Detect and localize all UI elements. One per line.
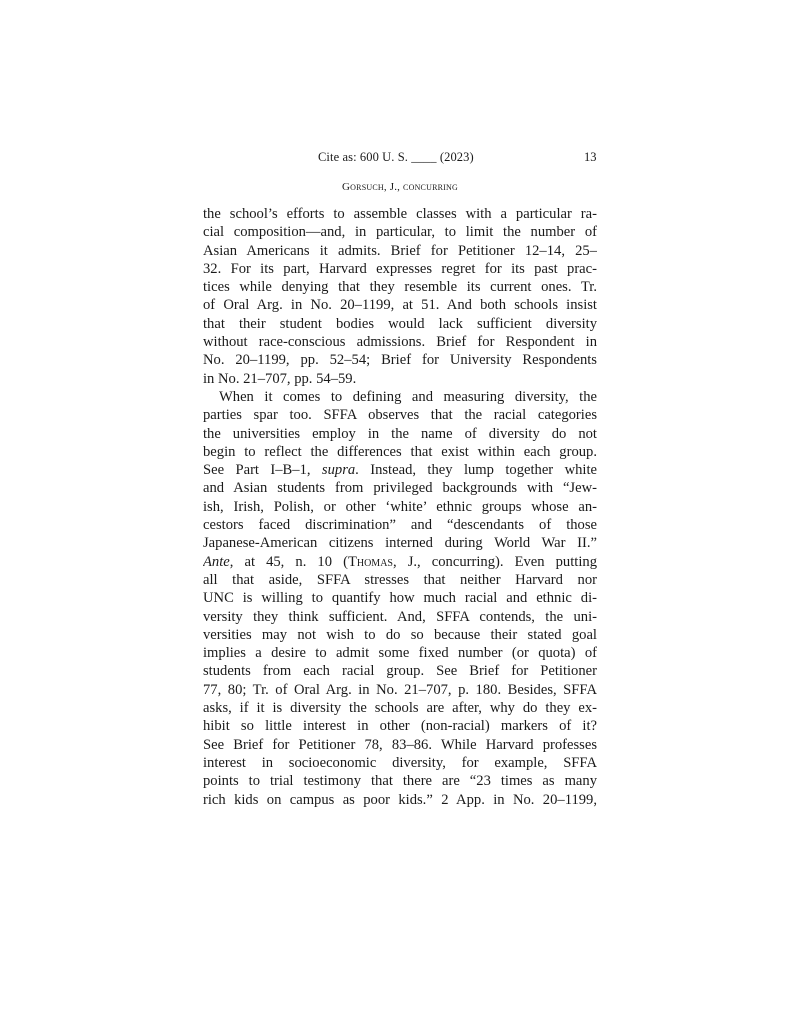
- text-line: Asian Americans it admits. Brief for Petitioner 12–14, 25–: [203, 242, 597, 259]
- text-line: cestors faced discrimination” and “descendants of those: [203, 517, 597, 534]
- text-line: begin to reflect the differences that exist within each group.: [203, 443, 597, 460]
- text-line: See Brief for Petitioner 78, 83–86. While Harvard professes: [203, 736, 597, 753]
- text-line: cial composition—and, in particular, to limit the number of: [203, 224, 597, 241]
- opinion-author-heading: Gorsuch, J., concurring: [342, 181, 458, 193]
- text-line: No. 20–1199, pp. 52–54; Brief for University Respondents: [203, 352, 597, 369]
- text-line: rich kids on campus as poor kids.” 2 App. in No. 20–1199,: [203, 791, 597, 808]
- paragraph-2: [203, 388, 597, 809]
- text-line: all that aside, SFFA stresses that neither Harvard nor: [203, 571, 597, 588]
- text-fragment: . Instead, they lump together white: [355, 462, 597, 479]
- text-line: the universities employ in the name of diversity do not: [203, 425, 597, 442]
- text-line: versity they think sufficient. And, SFFA contends, the uni-: [203, 608, 597, 625]
- citation-header: Cite as: 600 U. S. ____ (2023): [318, 150, 474, 164]
- paragraph-1: [203, 205, 597, 388]
- text-line: the school’s efforts to assemble classes with a particular ra-: [203, 206, 597, 222]
- text-line: in No. 21–707, pp. 54–59.: [203, 370, 357, 387]
- opinion-body: [203, 205, 597, 809]
- text-line: asks, if it is diversity the schools are after, why do they ex-: [203, 700, 597, 717]
- text-line: Japanese-American citizens interned during World War II.”: [203, 535, 597, 552]
- text-line: students from each racial group. See Brief for Petitioner: [203, 663, 597, 680]
- justice-name: Thomas: [347, 553, 393, 570]
- text-line: tices while denying that they resemble its current ones. Tr.: [203, 279, 597, 296]
- text-line: interest in socioeconomic diversity, for example, SFFA: [203, 754, 597, 771]
- text-line: implies a desire to admit some fixed number (or quota) of: [203, 645, 597, 662]
- page-number: 13: [584, 150, 597, 164]
- text-line: and Asian students from privileged backgrounds with “Jew-: [203, 480, 597, 497]
- text-line-ante: [203, 553, 597, 571]
- text-line: hibit so little interest in other (non-racial) markers of it?: [203, 718, 597, 735]
- text-fragment: , at 45, n. 10 (: [229, 553, 348, 570]
- text-line: 77, 80; Tr. of Oral Arg. in No. 21–707, p. 180. Besides, SFFA: [203, 681, 597, 698]
- text-line: parties spar too. SFFA observes that the racial categories: [203, 407, 597, 424]
- text-line: 32. For its part, Harvard expresses regret for its past prac-: [203, 260, 597, 277]
- text-line: without race-conscious admissions. Brief for Respondent in: [203, 334, 597, 351]
- text-line: ish, Irish, Polish, or other ‘white’ ethnic groups whose an-: [203, 498, 597, 515]
- text-line: UNC is willing to quantify how much racial and ethnic di-: [203, 590, 597, 607]
- text-fragment: , J., concurring). Even putting: [393, 553, 597, 570]
- text-line-see-part: [203, 461, 597, 479]
- text-fragment: See Part I–B–1,: [203, 462, 322, 479]
- ante-citation: Ante: [203, 553, 230, 570]
- text-line: that their student bodies would lack sufficient diversity: [203, 315, 597, 332]
- text-line: points to trial testimony that there are “23 times as many: [203, 773, 597, 790]
- supra-citation: supra: [321, 462, 356, 479]
- text-line: versities may not wish to do so because their stated goal: [203, 626, 597, 643]
- text-line: of Oral Arg. in No. 20–1199, at 51. And both schools insist: [203, 297, 597, 314]
- text-line: When it comes to defining and measuring diversity, the: [219, 388, 597, 405]
